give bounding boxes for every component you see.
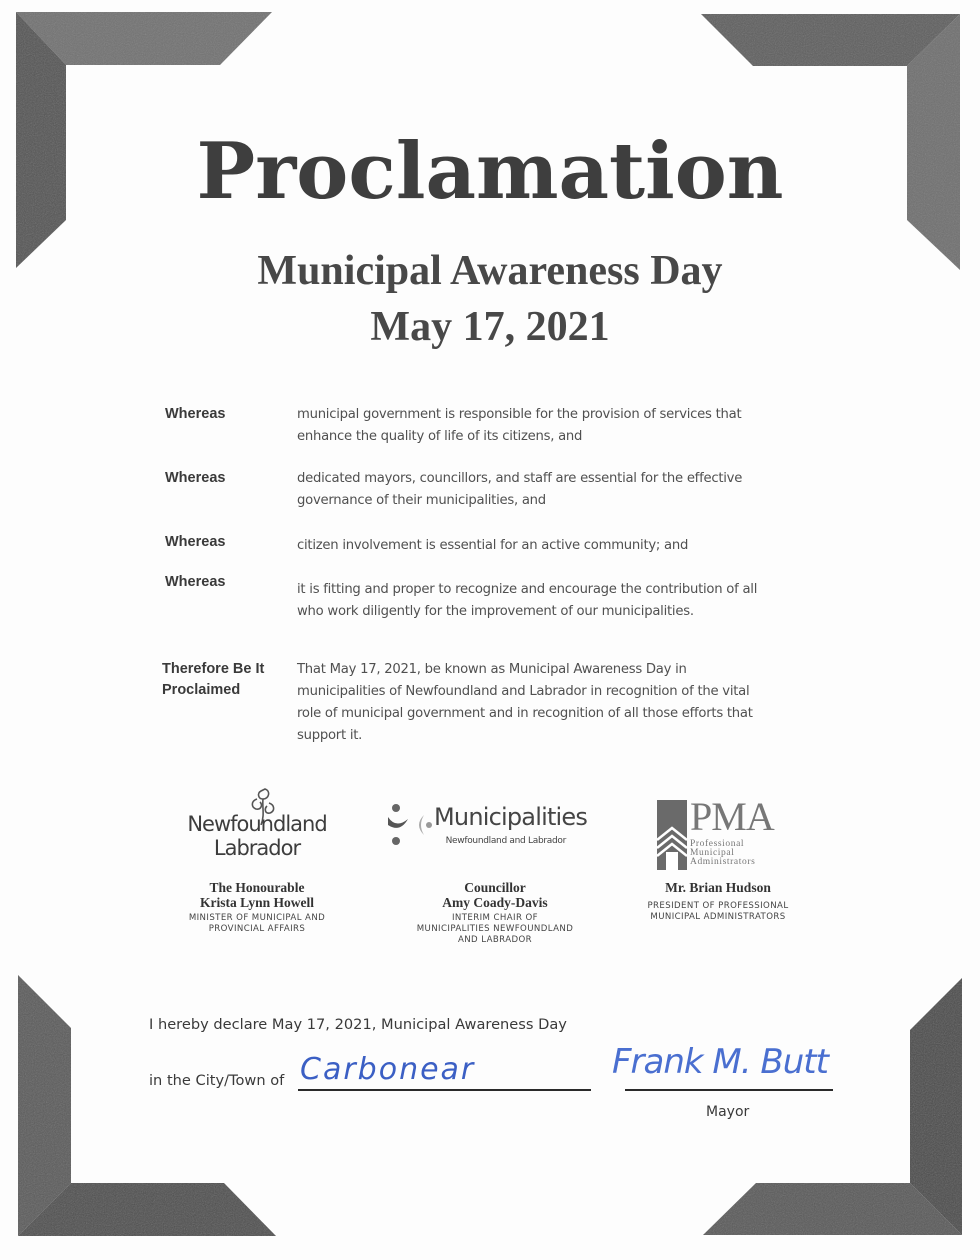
declaration-line-2: in the City/Town of xyxy=(149,1072,285,1089)
pma-logo xyxy=(618,785,818,877)
name-line: Councillor xyxy=(464,880,526,895)
declaration-line-1: I hereby declare May 17, 2021, Municipal Awareness Day xyxy=(149,1016,567,1033)
town-field-underline xyxy=(298,1089,591,1091)
logo-text-line1: Municipalities xyxy=(434,803,588,831)
role-line: MINISTER OF MUNICIPAL AND xyxy=(188,913,326,923)
logo-text-line2: Labrador xyxy=(213,836,301,860)
logo-text-line1: Newfoundland xyxy=(187,812,327,836)
clause-label: Whereas xyxy=(165,470,226,486)
signatory-role xyxy=(386,913,604,946)
logo-subtext-line: Municipal xyxy=(690,848,735,858)
role-line: AND LABRADOR xyxy=(457,935,533,945)
document-date: May 17, 2021 xyxy=(370,304,610,350)
logo-text-line2: Newfoundland and Labrador xyxy=(445,836,566,846)
role-line: INTERIM CHAIR OF xyxy=(452,913,538,923)
newfoundland-labrador-logo xyxy=(157,785,357,877)
clause-label: Whereas xyxy=(165,574,226,590)
proclamation-line: role of municipal government and in recognition of all those efforts that xyxy=(297,706,753,721)
municipalities-nl-logo xyxy=(386,785,604,877)
clause-text xyxy=(297,535,817,557)
proclamation-label xyxy=(162,659,264,701)
clause-line: it is fitting and proper to recognize and encourage the contribution of all xyxy=(297,582,758,597)
proclamation-line: support it. xyxy=(297,728,363,743)
role-line: MUNICIPALITIES NEWFOUNDLAND xyxy=(416,924,574,934)
signatory-role xyxy=(157,913,357,935)
proclamation-text xyxy=(297,659,817,747)
municipalities-figure-icon xyxy=(386,803,436,847)
role-line: PRESIDENT OF PROFESSIONAL xyxy=(647,901,789,911)
document-subtitle: Municipal Awareness Day xyxy=(257,248,723,294)
clause-line: citizen involvement is essential for an active community; and xyxy=(297,538,689,553)
pma-building-icon xyxy=(657,800,687,870)
logo-subtext xyxy=(690,840,755,867)
mayor-signature[interactable]: Frank M. Butt xyxy=(612,1042,828,1082)
clause-line: who work diligently for the improvement of our municipalities. xyxy=(297,604,694,619)
logo-text-line1: PMA xyxy=(690,794,774,839)
name-line: The Honourable xyxy=(209,880,305,895)
clause-text xyxy=(297,404,817,448)
signatory-role xyxy=(618,901,818,923)
signatory-chair xyxy=(386,785,604,946)
clause-line: municipal government is responsible for the provision of services that xyxy=(297,407,742,422)
clause-text xyxy=(297,579,817,623)
frame-corner-bottom-left xyxy=(18,975,276,1236)
clause-text xyxy=(297,468,817,512)
clause-line: enhance the quality of life of its citizens, and xyxy=(297,429,583,444)
signatory-name xyxy=(618,880,818,895)
signatory-name xyxy=(386,880,604,910)
clause-label: Whereas xyxy=(165,406,226,422)
signatory-president xyxy=(618,785,818,923)
name-line: Amy Coady-Davis xyxy=(442,895,548,910)
signatory-name xyxy=(157,880,357,910)
town-field[interactable]: Carbonear xyxy=(300,1052,476,1087)
logo-subtext-line: Professional xyxy=(690,839,745,849)
role-line: PROVINCIAL AFFAIRS xyxy=(208,924,306,934)
role-line: MUNICIPAL ADMINISTRATORS xyxy=(650,912,786,922)
proclamation-line: municipalities of Newfoundland and Labrador in recognition of the vital xyxy=(297,684,750,699)
signature-underline xyxy=(625,1089,833,1091)
name-line: Krista Lynn Howell xyxy=(199,895,314,910)
logo-subtext-line: Administrators xyxy=(690,857,756,867)
name-line: Mr. Brian Hudson xyxy=(665,880,771,895)
clause-label: Whereas xyxy=(165,534,226,550)
clause-line: dedicated mayors, councillors, and staff are essential for the effective xyxy=(297,471,743,486)
signature-label: Mayor xyxy=(706,1104,750,1120)
label-line: Proclaimed xyxy=(162,682,241,698)
clause-line: governance of their municipalities, and xyxy=(297,493,546,508)
signatory-minister xyxy=(157,785,357,935)
label-line: Therefore Be It xyxy=(162,661,265,677)
document-title: Proclamation xyxy=(196,126,784,217)
proclamation-line: That May 17, 2021, be known as Municipal Awareness Day in xyxy=(297,662,687,677)
